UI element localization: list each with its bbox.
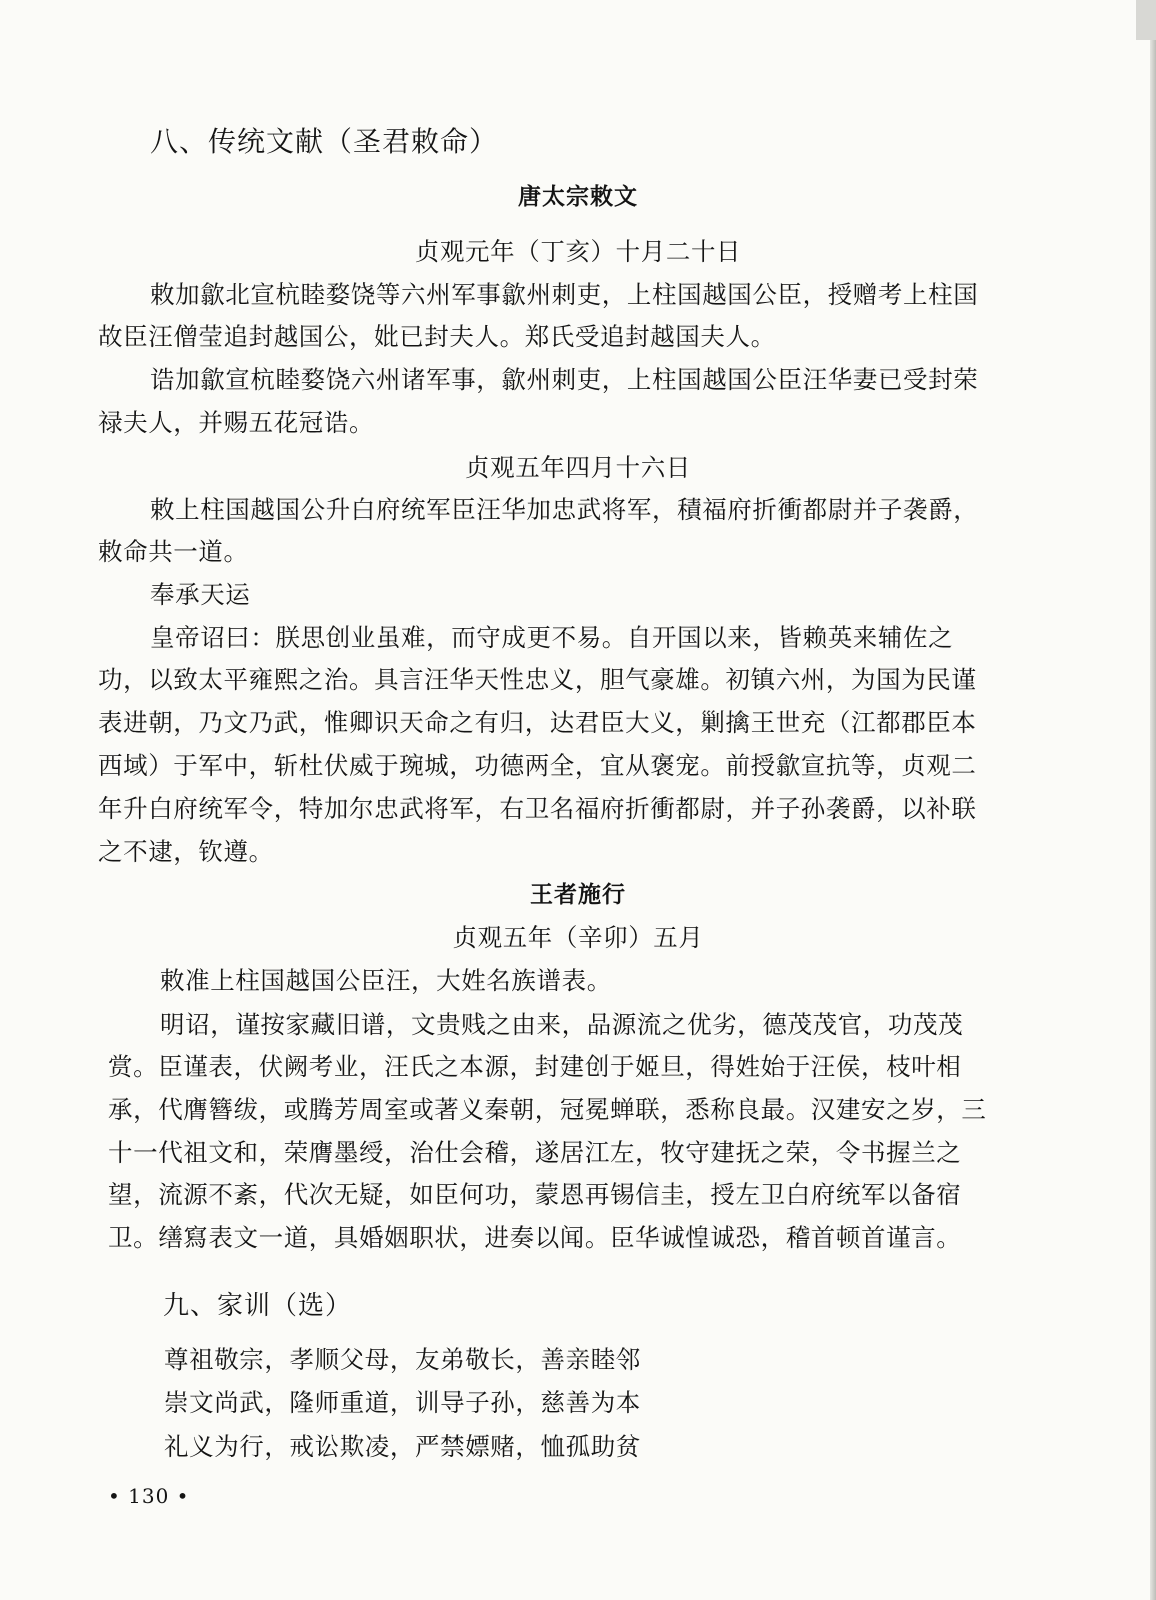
document-title: 唐太宗敕文	[518, 184, 638, 210]
date-line: 贞观五年（辛卯）五月	[452, 923, 704, 952]
paragraph-line: 卫。缮寫表文一道，具婚姻职状，进奏以闻。臣华诚惶诚恐，稽首顿首谨言。	[108, 1223, 962, 1252]
paragraph-line: 功，以致太平雍熙之治。具言汪华天性忠义，胆气豪雄。初镇六州，为国为民谨	[98, 665, 977, 694]
paragraph-line: 禄夫人，并赐五花冠诰。	[98, 408, 375, 437]
paragraph-line: 故臣汪僧莹追封越国公，妣已封夫人。郑氏受追封越国夫人。	[98, 322, 776, 351]
paragraph-line: 明诏，谨按家藏旧谱，文贵贱之由来，品源流之优劣，德茂茂官，功茂茂	[160, 1010, 964, 1039]
page-number: • 130 •	[108, 1484, 190, 1508]
paragraph-line: 敕准上柱国越国公臣汪，大姓名族谱表。	[160, 966, 612, 995]
paragraph-line: 敕上柱国越国公升白府统军臣汪华加忠武将军，積福府折衝都尉并子袭爵，	[150, 495, 979, 524]
paragraph-line: 诰加歙宣杭睦婺饶六州诸军事，歙州刺吏，上柱国越国公臣汪华妻已受封荣	[150, 365, 979, 394]
paragraph-line: 十一代祖文和，荣膺墨绶，治仕会稽，遂居江左，牧守建抚之荣，令书握兰之	[108, 1138, 962, 1167]
paragraph-line: 敕加歙北宣杭睦婺饶等六州军事歙州刺吏，上柱国越国公臣，授赠考上柱国	[150, 280, 979, 309]
paragraph-line: 承，代膺簪绂，或腾芳周室或著义秦朝，冠冕蝉联，悉称良最。汉建安之岁，三	[108, 1095, 987, 1124]
paragraph-line: 皇帝诏曰：朕思创业虽难，而守成更不易。自开国以来，皆赖英来辅佐之	[150, 623, 954, 652]
scan-edge-corner	[1136, 0, 1156, 40]
date-line: 贞观元年（丁亥）十月二十日	[414, 237, 742, 266]
paragraph-line: 表进朝，乃文乃武，惟卿识天命之有归，达君臣大义，剿擒王世充（江都郡臣本	[98, 708, 977, 737]
paragraph-line: 年升白府统军令，特加尔忠武将军，右卫名福府折衝都尉，并子孙袭爵，以补联	[98, 794, 977, 823]
section-heading: 九、家训（选）	[163, 1291, 353, 1321]
date-line: 贞观五年四月十六日	[465, 453, 691, 482]
family-rule-line: 崇文尚武，隆师重道，训导子孙，慈善为本	[164, 1388, 641, 1417]
paragraph-line: 赏。臣谨表，伏阙考业，汪氏之本源，封建创于姬旦，得姓始于汪侯，枝叶相	[108, 1052, 962, 1081]
paragraph-line: 望，流源不紊，代次无疑，如臣何功，蒙恩再锡信圭，授左卫白府统军以备宿	[108, 1180, 962, 1209]
paragraph-line: 西域）于军中，斩杜伏威于琬城，功德两全，宜从褒宠。前授歙宣抗等，贞观二	[98, 751, 977, 780]
paragraph-line: 奉承天运	[150, 580, 251, 609]
family-rule-line: 礼义为行，戒讼欺凌，严禁嫖赌，恤孤助贫	[164, 1432, 641, 1461]
document-subtitle: 王者施行	[530, 882, 626, 908]
family-rule-line: 尊祖敬宗，孝顺父母，友弟敬长，善亲睦邻	[164, 1345, 641, 1374]
paragraph-line: 敕命共一道。	[98, 537, 249, 566]
paragraph-line: 之不逮，钦遵。	[98, 837, 274, 866]
section-heading: 八、传统文献（圣君敕命）	[150, 125, 499, 158]
